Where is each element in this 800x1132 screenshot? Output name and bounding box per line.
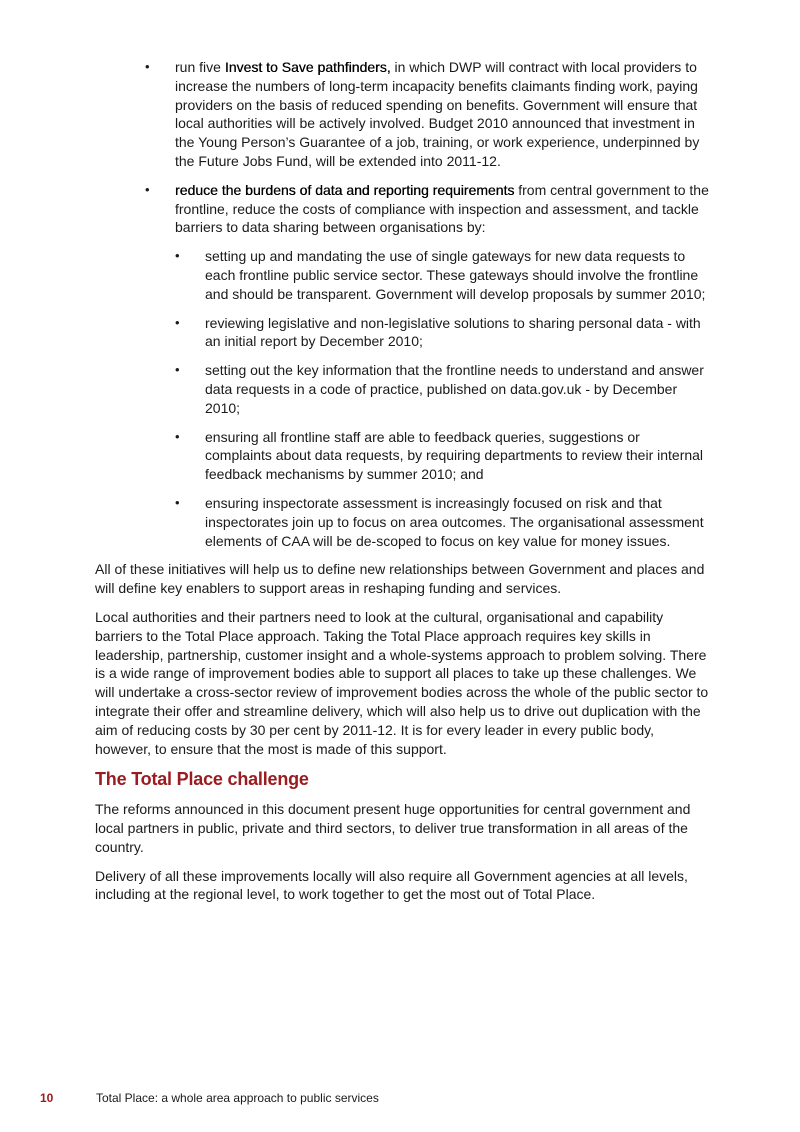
list-item bbox=[146, 181, 710, 551]
bullet-list bbox=[146, 58, 710, 550]
sub-list-item bbox=[175, 428, 710, 484]
bullet-icon: • bbox=[175, 314, 180, 330]
sub-list-item-text: ensuring inspectorate assessment is increasingly focused on risk and that inspectorates join up to focus on area outcomes. The organisational assessment elements of CAA will be de-scoped to focus on key value for money issues. bbox=[205, 494, 704, 549]
body-paragraph: The reforms announced in this document present huge opportunities for central government and local partners in public, private and third sectors, to deliver true transformation in all areas of the country. bbox=[95, 801, 691, 855]
sub-list-item-text: reviewing legislative and non-legislative solutions to sharing personal data - with an initial report by December 2010; bbox=[205, 314, 701, 350]
list-item-lead: Invest to Save pathfinders, bbox=[224, 59, 391, 75]
bullet-icon: • bbox=[145, 181, 150, 197]
body-paragraph: All of these initiatives will help us to define new relationships between Government and places and will define key enablers to support areas in reshaping funding and services. bbox=[95, 561, 705, 597]
sub-list-item-text: setting up and mandating the use of single gateways for new data requests to each frontline public service sector. These gateways should involve the frontline and should be transparent. Government will develop proposals by summer 2010; bbox=[205, 248, 706, 302]
bullet-icon: • bbox=[175, 494, 180, 510]
sub-list-item bbox=[175, 361, 710, 417]
sub-list-item bbox=[175, 314, 710, 352]
list-item bbox=[146, 58, 710, 171]
body-paragraph: Delivery of all these improvements locally will also require all Government agencies at all levels, including at the regional level, to work together to get the most out of Total Place. bbox=[95, 867, 688, 903]
list-item-text-pre: run five bbox=[175, 59, 225, 75]
list-item-text: in which DWP will contract with local providers to increase the numbers of long-term incapacity benefits claimants finding work, paying providers on the basis of reduced spending on benefits. Government will ensure that local authorities will be actively involved. Budget 2010 announced that investment in the Young Person’s Guarantee of a job, training, or work experience, underpinned by the Future Jobs Fund, will be extended into 2011-12. bbox=[175, 59, 700, 169]
sub-list-item-text: ensuring all frontline staff are able to feedback queries, suggestions or complaints about data requests, by requiring departments to review their internal feedback mechanisms by summer 2010; and bbox=[205, 428, 704, 483]
footer-title: Total Place: a whole area approach to public services bbox=[96, 1091, 379, 1105]
bullet-icon: • bbox=[175, 362, 180, 378]
bullet-icon: • bbox=[145, 59, 150, 74]
bullet-icon: • bbox=[175, 428, 180, 444]
list-item-lead: reduce the burdens of data and reporting requirements bbox=[175, 181, 515, 198]
sub-bullet-list bbox=[175, 247, 710, 550]
page-footer bbox=[40, 1091, 740, 1105]
body-paragraph: Local authorities and their partners need to look at the cultural, organisational and capability barriers to the Total Place approach. Taking the Total Place approach requires key skills in leadership, partnership, customer insight and a whole-systems approach to problem solving. There is a wide range of improvement bodies able to support all places to take up these challenges. We will undertake a cross-sector review of improvement bodies across the whole of the public sector to integrate their offer and streamline delivery, which will also help us to drive out duplication with the aim of reducing costs by 30 per cent by 2011-12. It is for every leader in every public body, however, to ensure that the most is made of this support. bbox=[95, 608, 709, 757]
page-number: 10 bbox=[40, 1091, 54, 1105]
section-heading: The Total Place challenge bbox=[95, 769, 309, 790]
sub-list-item bbox=[175, 494, 710, 550]
list-item-text: from central government to the frontline, reduce the costs of compliance with inspection and assessment, and tackle barriers to data sharing between organisations by: bbox=[175, 181, 709, 236]
sub-list-item-text: setting out the key information that the frontline needs to understand and answer data requests in a code of practice, published on data.gov.uk - by December 2010; bbox=[205, 362, 704, 416]
sub-list-item bbox=[175, 247, 710, 303]
bullet-icon: • bbox=[175, 248, 180, 264]
page-body bbox=[95, 58, 710, 914]
